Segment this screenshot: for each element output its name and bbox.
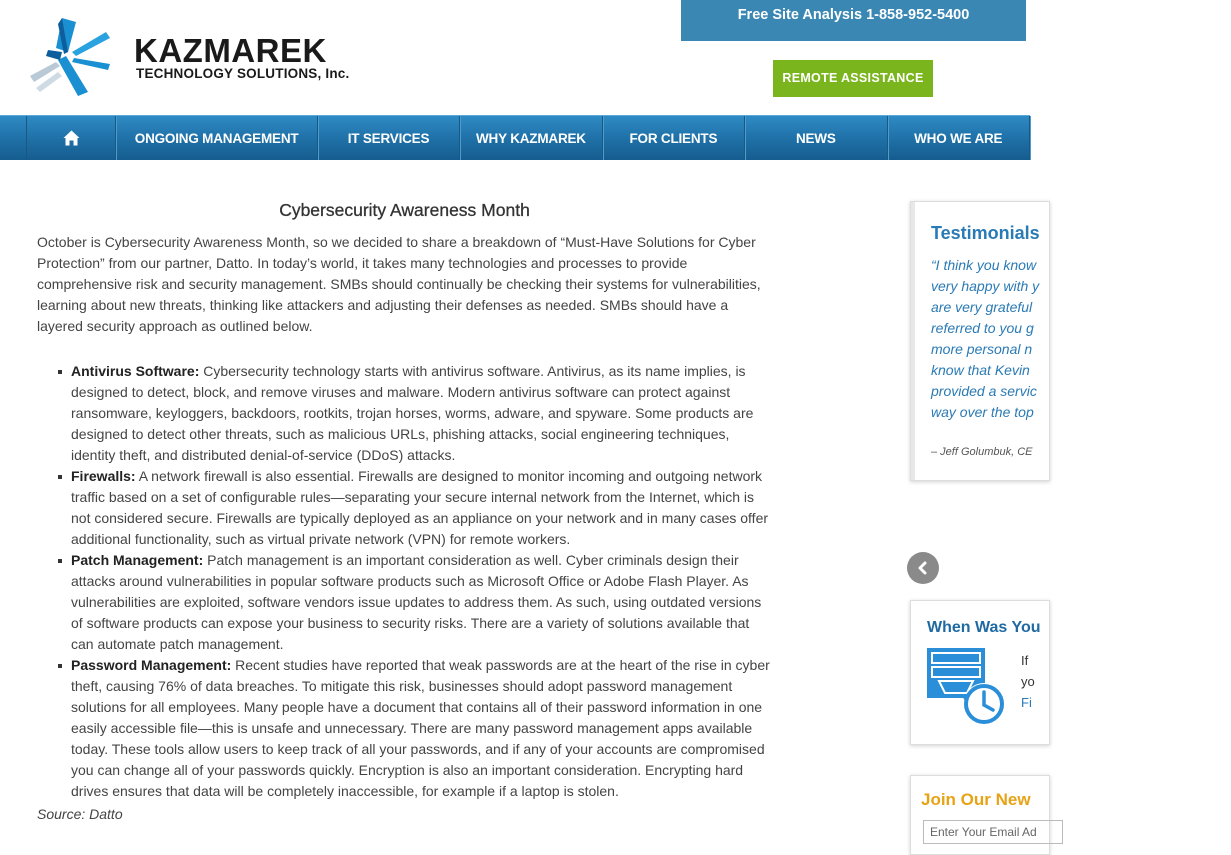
nav-who-we-are[interactable]: WHO WE ARE (888, 116, 1030, 160)
newsletter-title: Join Our New (921, 790, 1031, 809)
quote-line: more personal n (931, 341, 1033, 357)
logo-mark-icon (26, 16, 132, 100)
list-item-text: A network firewall is also essential. Firewalls are designed to monitor incoming and outgoing network traffic based on a set of configurable rules—separating your secure internal network from the Internet, which is not considered secure. Firewalls are typically deployed as an appliance on your network and in many cases offer additional functionality, such as virtual private network (VPN) for remote workers. (71, 468, 769, 547)
free-site-analysis-banner[interactable]: Free Site Analysis 1-858-952-5400 (681, 0, 1026, 41)
list-item-text: Patch management is an important consideration as well. Cyber criminals design their attacks around vulnerabilities in popular software products such as Microsoft Office or Adobe Flash Player. As vulnerabilities are exploited, software vendors issue updates to address them. As such, using outdated versions of software products can expose your business to security risks. There are a variety of solutions available that can automate patch management. (71, 552, 762, 652)
backup-widget-text (1021, 650, 1035, 713)
article-title: Cybersecurity Awareness Month (279, 200, 530, 220)
backup-check-widget (910, 600, 1050, 745)
previous-testimonial-button[interactable] (907, 552, 939, 584)
list-item (71, 550, 772, 655)
quote-line: very happy with y (931, 278, 1040, 294)
home-icon (63, 130, 80, 146)
list-item (71, 655, 772, 802)
article-source: Source: Datto (37, 806, 123, 822)
backup-text-line: yo (1021, 674, 1035, 689)
list-item-text: Cybersecurity technology starts with antivirus software. Antivirus, as its name implies, is designed to detect, block, and remove viruses and malware. Modern antivirus software can protect against ransomware, keyloggers, backdoors, rootkits, trojan horses, worms, adware, and spyware. Some products are designed to detect other threats, such as malicious URLs, phishing attacks, social engineering techniques, identity theft, and distributed denial-of-service (DDoS) attacks. (71, 363, 754, 463)
backup-widget-title: When Was You (927, 619, 1041, 636)
nav-news[interactable]: NEWS (745, 116, 887, 160)
nav-it-services[interactable]: IT SERVICES (318, 116, 460, 160)
list-item-term: Antivirus Software: (71, 363, 200, 379)
backup-text-link[interactable]: Fi (1021, 695, 1032, 710)
backup-clock-icon (927, 648, 1007, 733)
quote-line: way over the top (931, 404, 1034, 420)
testimonial-quote (931, 255, 1231, 423)
list-item-text: Recent studies have reported that weak passwords are at the heart of the rise in cyber theft, causing 76% of data breaches. To mitigate this risk, businesses should adopt password management solutions for all employees. Many people have a document that contains all of their password information in one easily accessible file—this is unsafe and unnecessary. There are many password management apps available today. These tools allow users to keep track of all your passwords, and if any of your accounts are compromised you can change all of your passwords quickly. Encryption is also an important consideration. Encrypting hard drives ensures that data will be completely inaccessible, for example if a laptop is stolen. (71, 657, 770, 799)
quote-line: referred to you g (931, 320, 1034, 336)
list-item-term: Patch Management: (71, 552, 204, 568)
list-item (71, 466, 772, 550)
site-header (0, 0, 1030, 115)
article (37, 200, 772, 822)
logo-subtitle: TECHNOLOGY SOLUTIONS, Inc. (136, 66, 350, 81)
nav-ongoing-management[interactable]: ONGOING MANAGEMENT (116, 116, 317, 160)
testimonials-title: Testimonials (931, 223, 1040, 243)
quote-line: are very grateful (931, 299, 1033, 315)
email-input[interactable]: Enter Your Email Ad (923, 820, 1063, 844)
list-item-term: Firewalls: (71, 468, 136, 484)
nav-home[interactable] (26, 116, 116, 160)
solutions-list (37, 361, 772, 802)
quote-line: know that Kevin (931, 362, 1030, 378)
testimonial-author: – Jeff Golumbuk, CE (931, 446, 1033, 458)
list-item (71, 361, 772, 466)
backup-text-line: If (1021, 653, 1029, 668)
article-intro: October is Cybersecurity Awareness Month, so we decided to share a breakdown of “Must-Have Solutions for Cyber Protection” from our partner, Datto. In today’s world, it takes many technologies and processes to provide comprehensive risk and security management. SMBs should continually be checking their systems for vulnerabilities, learning about new threats, thinking like attackers and adjusting their defenses as needed. SMBs should have a layered security approach as outlined below. (37, 234, 761, 334)
nav-for-clients[interactable]: FOR CLIENTS (603, 116, 745, 160)
company-logo[interactable] (26, 16, 356, 100)
newsletter-widget (910, 775, 1050, 855)
quote-line: “I think you know (931, 257, 1037, 273)
nav-why-kazmarek[interactable]: WHY KAZMAREK (460, 116, 602, 160)
chevron-left-icon (916, 561, 930, 575)
list-item-term: Password Management: (71, 657, 232, 673)
testimonials-widget (910, 201, 1050, 481)
quote-line: provided a servic (931, 383, 1037, 399)
remote-assistance-button[interactable]: REMOTE ASSISTANCE (773, 60, 933, 97)
logo-name: KAZMAREK (134, 32, 327, 69)
main-nav (0, 115, 1030, 160)
